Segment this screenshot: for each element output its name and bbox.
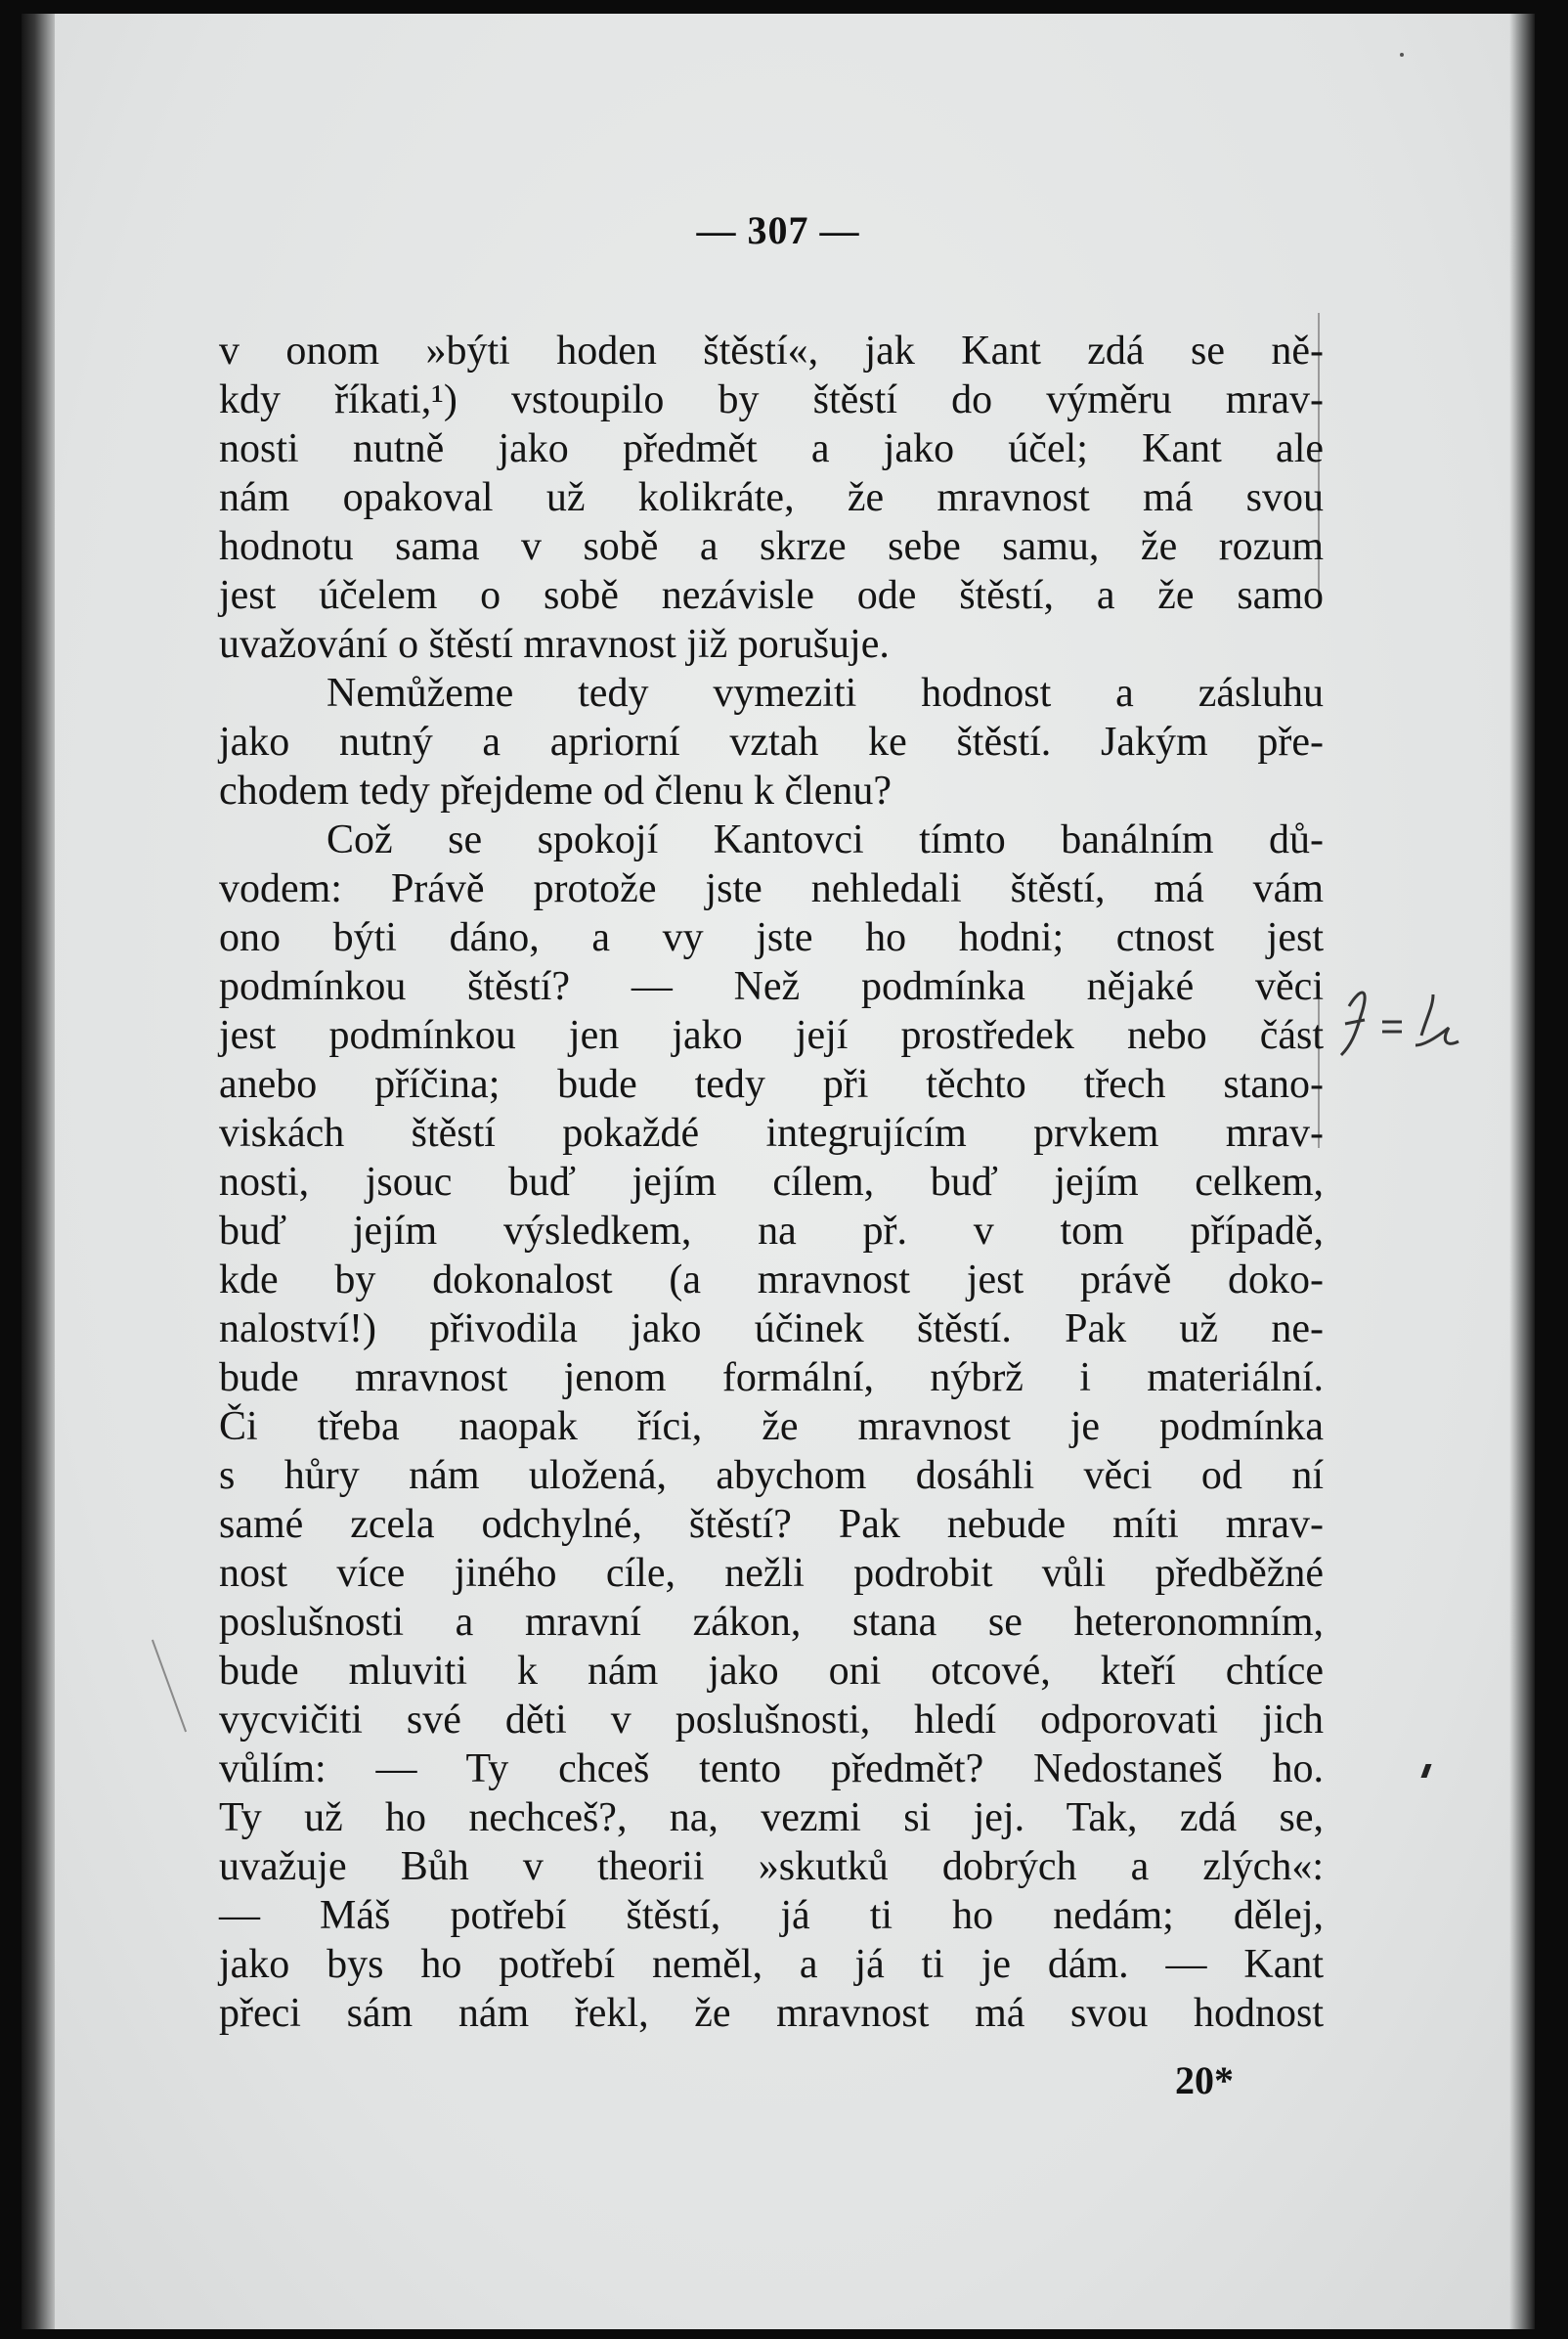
- text-line: nosti nutně jako předmět a jako účel; Kant ale: [219, 426, 1324, 471]
- text-line: anebo příčina; bude tedy při těchto třech stano-: [219, 1062, 1324, 1107]
- signature-mark: 20*: [1175, 2058, 1234, 2102]
- text-line: nost více jiného cíle, nežli podrobit vůli předběžné: [219, 1551, 1324, 1596]
- text-line: ono býti dáno, a vy jste ho hodni; ctnost jest: [219, 915, 1324, 960]
- text-line: uvažuje Bůh v theorii »skutků dobrých a zlých«:: [219, 1844, 1324, 1889]
- book-page: [22, 14, 1535, 2329]
- handwritten-margin-note: [1331, 977, 1468, 1065]
- text-line: Což se spokojí Kantovci tímto banálním dů-: [327, 817, 1324, 862]
- text-line: chodem tedy přejdeme od členu k členu?: [219, 769, 893, 814]
- scan-scratch: [152, 1640, 187, 1733]
- text-line: Ty už ho nechceš?, na, vezmi si jej. Tak, zdá se,: [219, 1795, 1324, 1840]
- text-line: nosti, jsouc buď jejím cílem, buď jejím celkem,: [219, 1160, 1324, 1205]
- text-line: Či třeba naopak říci, že mravnost je podmínka: [219, 1404, 1324, 1449]
- page-number: — 307 —: [696, 208, 860, 252]
- text-line: bude mravnost jenom formální, nýbrž i materiální.: [219, 1355, 1324, 1400]
- text-line: uvažování o štěstí mravnost již porušuje.: [219, 622, 890, 667]
- text-line: Nemůžeme tedy vymeziti hodnost a zásluhu: [327, 671, 1324, 716]
- text-line: viskách štěstí pokaždé integrujícím prvkem mrav-: [219, 1111, 1324, 1156]
- text-line: — Máš potřebí štěstí, já ti ho nedám; dělej,: [219, 1893, 1324, 1938]
- text-line: samé zcela odchylné, štěstí? Pak nebude míti mrav-: [219, 1502, 1324, 1547]
- text-line: buď jejím výsledkem, na př. v tom případě,: [219, 1209, 1324, 1254]
- text-line: poslušnosti a mravní zákon, stana se heteronomním,: [219, 1600, 1324, 1645]
- text-line: bude mluviti k nám jako oni otcové, kteří chtíce: [219, 1649, 1324, 1694]
- text-line: jest účelem o sobě nezávisle ode štěstí, a že samo: [219, 573, 1324, 618]
- page-gutter-shadow: [22, 14, 55, 2329]
- text-line: jako bys ho potřebí neměl, a já ti je dám. — Kant: [219, 1942, 1324, 1987]
- scan-speck: [1400, 53, 1404, 57]
- text-line: vůlím: — Ty chceš tento předmět? Nedostaneš ho.: [219, 1746, 1324, 1791]
- text-line: hodnotu sama v sobě a skrze sebe samu, že rozum: [219, 524, 1324, 569]
- page-edge-shadow: [1509, 14, 1535, 2329]
- text-line: podmínkou štěstí? — Než podmínka nějaké věci: [219, 964, 1324, 1009]
- text-line: přeci sám nám řekl, že mravnost má svou hodnost: [219, 1991, 1324, 2036]
- text-line: v onom »býti hoden štěstí«, jak Kant zdá se ně-: [219, 329, 1324, 374]
- text-line: s hůry nám uložená, abychom dosáhli věci od ní: [219, 1453, 1324, 1498]
- text-line: jest podmínkou jen jako její prostředek nebo část: [219, 1013, 1324, 1058]
- body-text: [219, 327, 1324, 2038]
- text-line: vodem: Právě protože jste nehledali štěstí, má vám: [219, 866, 1324, 911]
- text-line: kde by dokonalost (a mravnost jest právě doko-: [219, 1258, 1324, 1302]
- text-line: vycvičiti své děti v poslušnosti, hledí odporovati jich: [219, 1698, 1324, 1743]
- text-line: naloství!) přivodila jako účinek štěstí. Pak už ne-: [219, 1306, 1324, 1351]
- text-line: jako nutný a apriorní vztah ke štěstí. Jakým pře-: [219, 720, 1324, 765]
- text-line: nám opakoval už kolikráte, že mravnost má svou: [219, 475, 1324, 520]
- scan-mark: [1420, 1764, 1431, 1778]
- text-line: kdy říkati,¹) vstoupilo by štěstí do výměru mrav-: [219, 377, 1324, 422]
